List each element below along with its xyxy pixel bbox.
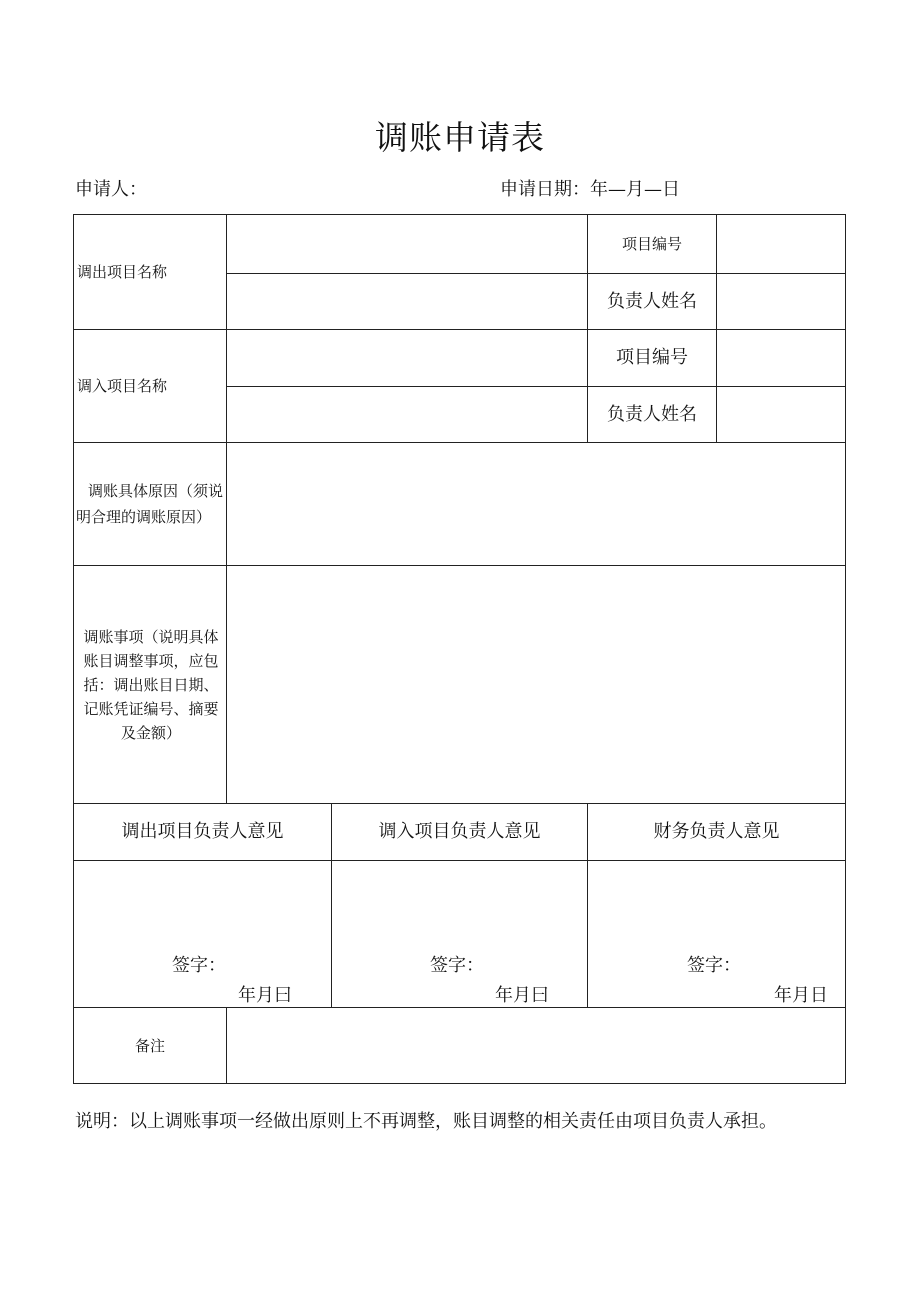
in-project-manager-label: 负责人姓名 <box>587 386 717 443</box>
out-project-code-field[interactable] <box>716 214 846 274</box>
remark-field[interactable] <box>226 1007 846 1084</box>
out-manager-opinion-header: 调出项目负责人意见 <box>73 803 332 861</box>
out-project-manager-label: 负责人姓名 <box>587 273 717 330</box>
adjustment-reason-field[interactable] <box>226 442 846 566</box>
in-project-code-field[interactable] <box>716 329 846 387</box>
signature-date: 年月日 <box>774 985 828 1006</box>
signature-label: 签字： <box>430 955 484 976</box>
signature-date: 年月曰 <box>495 985 549 1006</box>
adjustment-reason-label: 调账具体原因（须说明合理的调账原因） <box>73 442 227 566</box>
finance-opinion-field[interactable] <box>587 860 846 1008</box>
finance-opinion-header: 财务负责人意见 <box>587 803 846 861</box>
page-title: 调账申请表 <box>375 118 545 157</box>
out-project-name-label: 调出项目名称 <box>73 214 227 330</box>
out-project-name-field-2[interactable] <box>226 273 588 330</box>
in-manager-opinion-header: 调入项目负责人意见 <box>331 803 588 861</box>
signature-label: 签字： <box>687 955 741 976</box>
footnote: 说明：以上调账事项一经做出原则上不再调整，账目调整的相关责任由项目负责人承担。 <box>75 1111 777 1132</box>
in-project-manager-field[interactable] <box>716 386 846 443</box>
application-form-table <box>73 214 846 1084</box>
applicant-label: 申请人： <box>75 179 147 200</box>
in-project-name-label: 调入项目名称 <box>73 329 227 443</box>
signature-label: 签字： <box>172 955 226 976</box>
in-project-name-field-1[interactable] <box>226 329 588 387</box>
adjustment-items-label: 调账事项（说明具体账目调整事项，应包括：调出账目日期、记账凭证编号、摘要及金额） <box>73 565 227 804</box>
signature-date: 年月曰 <box>238 985 292 1006</box>
in-project-code-label: 项目编号 <box>587 329 717 387</box>
in-manager-opinion-field[interactable] <box>331 860 588 1008</box>
adjustment-items-field[interactable] <box>226 565 846 804</box>
out-manager-opinion-field[interactable] <box>73 860 332 1008</box>
out-project-manager-field[interactable] <box>716 273 846 330</box>
out-project-code-label: 项目编号 <box>587 214 717 274</box>
remark-label: 备注 <box>73 1007 227 1084</box>
out-project-name-field-1[interactable] <box>226 214 588 274</box>
in-project-name-field-2[interactable] <box>226 386 588 443</box>
application-date-label: 申请日期：年—月—日 <box>500 179 680 200</box>
